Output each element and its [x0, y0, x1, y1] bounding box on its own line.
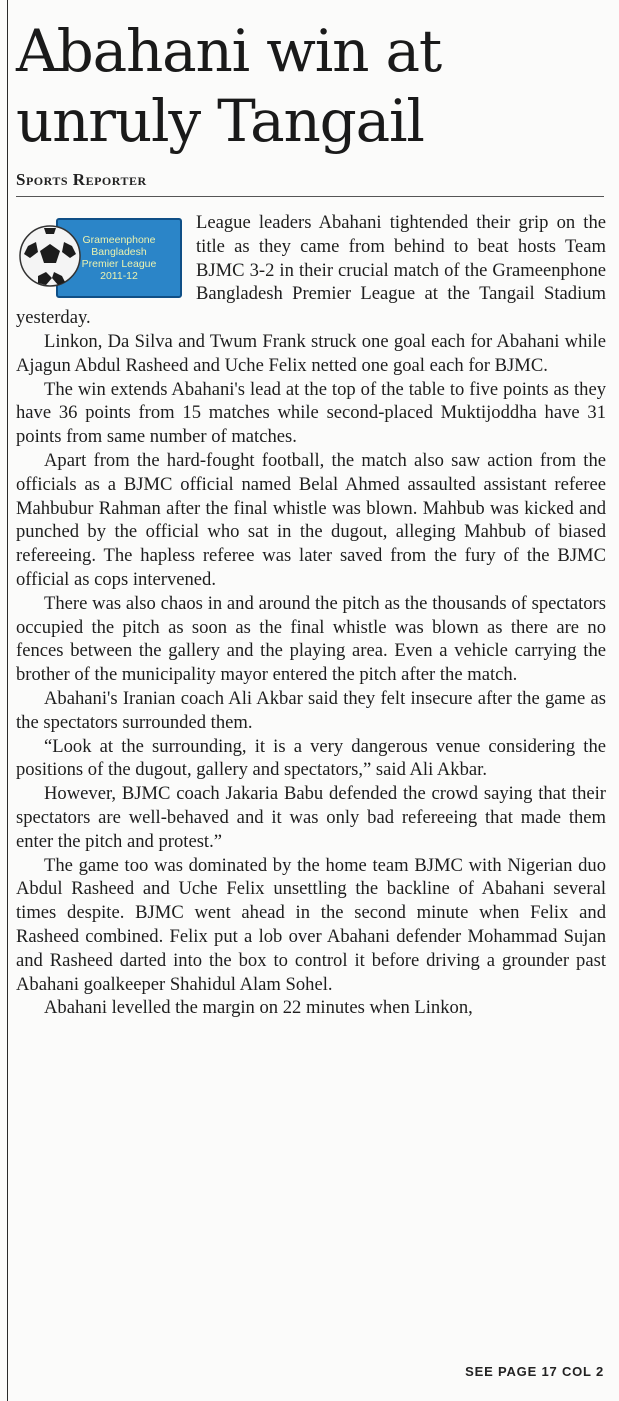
continuation-reference: SEE PAGE 17 COL 2	[465, 1364, 604, 1379]
byline: Sports Reporter	[16, 170, 147, 189]
football-icon	[18, 224, 82, 288]
headline-line-1: Abahani win at	[16, 17, 441, 85]
logo-text-line-1: Grameenphone	[82, 234, 156, 246]
league-logo	[16, 216, 186, 300]
paragraph: Abahani's Iranian coach Ali Akbar said they felt insecure after the game as the spectators surrounded them.	[16, 687, 606, 733]
news-article	[16, 0, 606, 1401]
paragraph: Abahani levelled the margin on 22 minutes when Linkon,	[44, 997, 473, 1019]
paragraph: Apart from the hard-fought football, the match also saw action from the officials as a BJMC official named Belal Ahmed assaulted assistant referee Mahbubur Rahman after the final whistle was blown. Mahbub was kicked and punched by the official who sat in the dugout, alleging Mahbub of biased refereeing. The hapless referee was later saved from the fury of the BJMC official as cops intervened.	[16, 449, 606, 590]
paragraph: However, BJMC coach Jakaria Babu defended the crowd saying that their spectators are well-behaved and it was only bad refereeing that made them enter the pitch and protest.”	[16, 783, 606, 852]
logo-text-line-3: Premier League	[81, 258, 157, 270]
paragraph: Linkon, Da Silva and Twum Frank struck one goal each for Abahani while Ajagun Abdul Rasheed and Uche Felix netted one goal each for BJMC.	[16, 330, 606, 376]
paragraph: “Look at the surrounding, it is a very dangerous venue considering the positions of the dugout, gallery and spectators,” said Ali Akbar.	[16, 735, 606, 781]
logo-text-line-2: Bangladesh	[91, 246, 147, 258]
logo-text-line-4: 2011-12	[100, 270, 138, 282]
paragraph: There was also chaos in and around the pitch as the thousands of spectators occupied the pitch as soon as the final whistle was blown as there are no fences between the gallery and the playing area. Even a vehicle carrying the brother of the municipality mayor entered the pitch after the match.	[16, 592, 606, 686]
headline-line-2: unruly Tangail	[16, 87, 424, 155]
headline	[16, 0, 606, 156]
paragraph: League leaders Abahani tightended their grip on the title as they came from behind to beat hosts Team BJMC 3-2 in their crucial match of the Grameenphone Bangladesh Premier League at the Tangail Stadium yesterday.	[16, 212, 606, 329]
article-body	[16, 211, 606, 1020]
column-rule	[7, 0, 8, 1401]
byline-divider	[16, 196, 604, 197]
paragraph: The win extends Abahani's lead at the top of the table to five points as they have 36 points from 15 matches while second-placed Muktijoddha have 31 points from same number of matches.	[16, 378, 606, 448]
paragraph: The game too was dominated by the home team BJMC with Nigerian duo Abdul Rasheed and Uche Felix unsettling the backline of Abahani several times despite. BJMC went ahead in the second minute when Felix and Rasheed combined. Felix put a lob over Abahani defender Mohammad Sujan and Rasheed darted into the box to control it before driving a grounder past Abahani goalkeeper Shahidul Alam Sohel.	[16, 854, 606, 995]
